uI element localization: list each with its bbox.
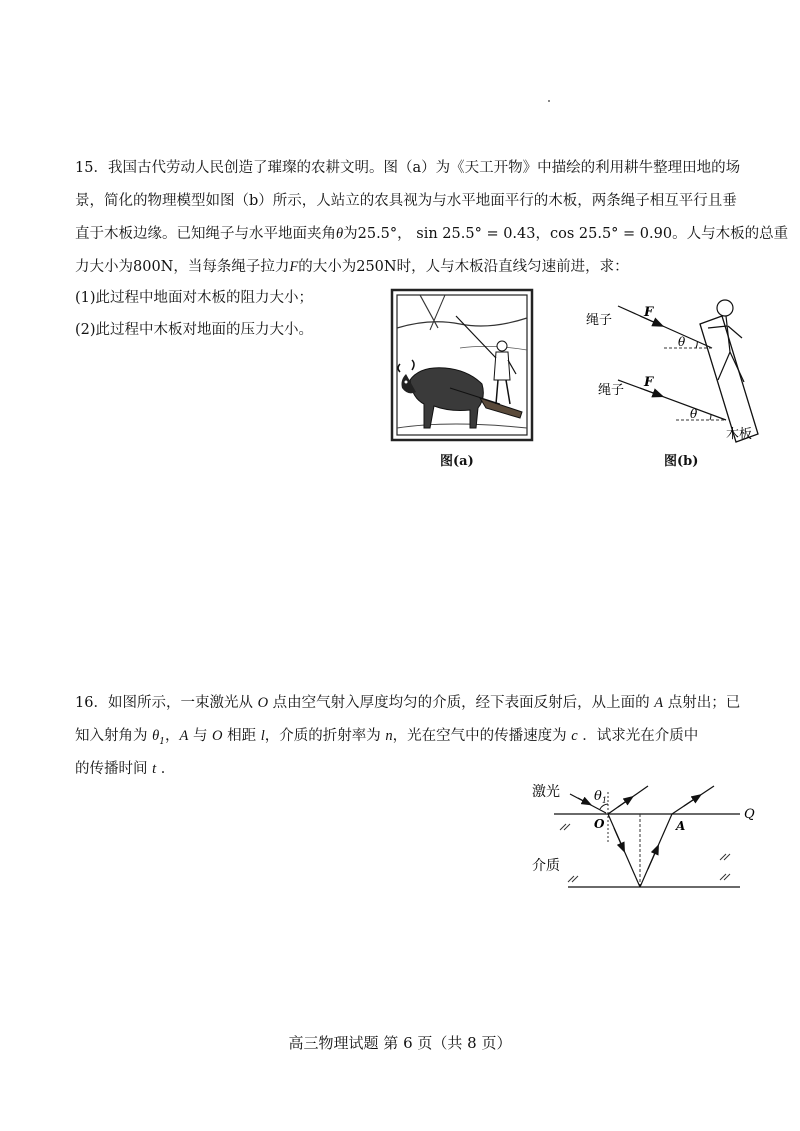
angle-label-2: θ — [690, 407, 698, 421]
theta-symbol: θ — [336, 226, 344, 242]
page-footer: 高三物理试题 第 6 页（共 8 页） — [288, 1034, 512, 1052]
angle-label-1: θ — [678, 335, 686, 349]
q15-line-1: 15．我国古代劳动人民创造了璀璨的农耕文明。图（a）为《天工开物》中描绘的利用耕牛整理田地的场 — [75, 160, 741, 176]
figure-laser-refraction — [528, 772, 768, 898]
q15-number: 15． — [75, 160, 108, 176]
medium-label: 介质 — [532, 858, 560, 874]
q15-sub-1: (1)此过程中地面对木板的阻力大小； — [75, 290, 314, 306]
person-head — [717, 300, 733, 316]
force-label-1: F — [644, 305, 654, 320]
rope-2 — [618, 380, 726, 420]
point-O-label: O — [594, 817, 605, 831]
q16-number: 16． — [75, 695, 108, 711]
rope-label-1: 绳子 — [586, 313, 613, 328]
q16-line-1: 16．如图所示，一束激光从 O 点由空气射入厚度均匀的介质，经下表面反射后，从上面的 A 点射出；已 — [75, 695, 741, 711]
sin-value: sin 25.5° = 0.43 — [416, 226, 536, 242]
point-A-label: A — [676, 819, 686, 833]
q15-sub-2: (2)此过程中木板对地面的压力大小。 — [75, 322, 314, 338]
medium-hatching — [560, 824, 730, 882]
board-label: 木板 — [726, 427, 753, 442]
force-label-2: F — [644, 375, 654, 390]
cos-value: cos 25.5° = 0.90 — [550, 226, 673, 242]
figure-a-caption: 图(a) — [440, 454, 474, 469]
figure-a-ox-plowing-illustration — [390, 288, 534, 442]
q15-line-2: 景，简化的物理模型如图（b）所示，人站立的农具视为与水平地面平行的木板，两条绳子相互平行且垂 — [75, 193, 737, 209]
q15-line-3: 直于木板边缘。已知绳子与水平地面夹角θ为25.5°， sin 25.5° = 0.43，cos 25.5° = 0.90。人与木板的总重 — [75, 226, 789, 242]
figure-b-caption: 图(b) — [664, 454, 699, 469]
point-Q-label: Q — [744, 807, 755, 822]
q16-line-2: 知入射角为 $\theta_1$，A 与 O 相距 l，介质的折射率为 n，光在空气中的传播速度为 c ．试求光在介质中 — [75, 728, 699, 747]
rope-label-2: 绳子 — [598, 383, 625, 398]
q16-line-3: 的传播时间 t ． — [75, 761, 176, 777]
laser-label: 激光 — [532, 784, 560, 800]
rope-1 — [618, 306, 712, 348]
scan-dot — [548, 100, 550, 102]
figure-b-physics-model — [580, 282, 770, 444]
q15-line-4: 力大小为800N，当每条绳子拉力F的大小为250N时，人与木板沿直线匀速前进，求： — [75, 259, 629, 275]
force-symbol: F — [289, 259, 299, 275]
board-outline — [700, 316, 758, 442]
theta-label: $\theta_1$ — [594, 789, 607, 805]
